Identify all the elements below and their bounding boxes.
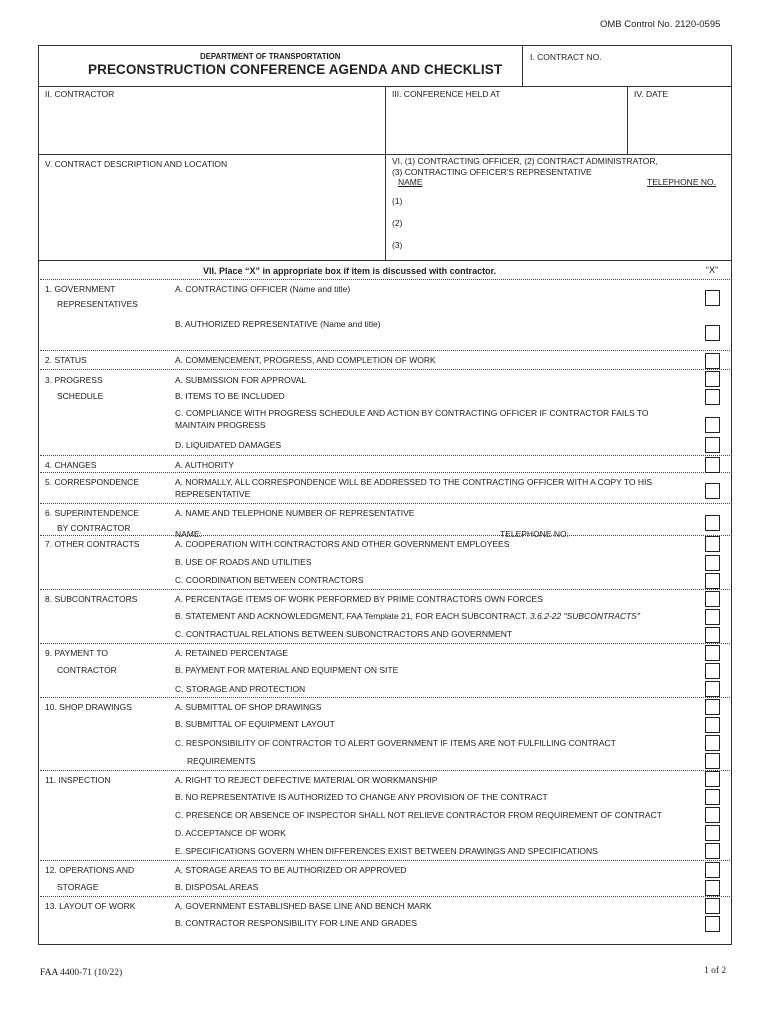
checklist-instruction: VII. Place “X” in appropriate box if item is discussed with contractor. [203, 266, 497, 276]
checkbox[interactable] [705, 515, 720, 531]
section-separator [40, 643, 730, 644]
checkbox[interactable] [705, 699, 720, 715]
checkbox[interactable] [705, 916, 720, 932]
item-text: B. NO REPRESENTATIVE IS AUTHORIZED TO CHANGE ANY PROVISION OF THE CONTRACT [175, 792, 548, 802]
category-other-contracts: 7. OTHER CONTRACTS [45, 539, 140, 549]
category-operations: 12. OPERATIONS AND [45, 865, 135, 875]
item-text: A. COMMENCEMENT, PROGRESS, AND COMPLETION OF WORK [175, 355, 436, 365]
section-separator [40, 455, 730, 456]
section-separator [40, 503, 730, 504]
item-text: C. STORAGE AND PROTECTION [175, 684, 306, 694]
checkbox[interactable] [705, 681, 720, 697]
contract-description-field[interactable]: V. CONTRACT DESCRIPTION AND LOCATION [45, 159, 228, 169]
section-separator [40, 369, 730, 370]
item-text: A. CONTRACTING OFFICER (Name and title) [175, 284, 351, 294]
checkbox[interactable] [705, 645, 720, 661]
superintendent-name-field[interactable]: NAME: [175, 529, 202, 539]
officer-slot-3[interactable]: (3) [392, 240, 403, 250]
item-text: A. RETAINED PERCENTAGE [175, 648, 289, 658]
divider [38, 154, 732, 155]
item-text [175, 611, 640, 623]
item-text: D. ACCEPTANCE OF WORK [175, 828, 286, 838]
conference-held-at-field[interactable]: III. CONFERENCE HELD AT [392, 89, 501, 99]
category-government-cont: REPRESENTATIVES [57, 299, 138, 309]
checkbox[interactable] [705, 457, 720, 473]
category-correspondence: 5. CORRESPONDENCE [45, 477, 139, 487]
category-payment: 9. PAYMENT TO [45, 648, 108, 658]
checkbox[interactable] [705, 371, 720, 387]
category-government: 1. GOVERNMENT [45, 284, 116, 294]
item-text: D. LIQUIDATED DAMAGES [175, 440, 282, 450]
section-separator [40, 860, 730, 861]
item-text: A. COOPERATION WITH CONTRACTORS AND OTHER GOVERNMENT EMPLOYEES [175, 539, 510, 549]
date-field[interactable]: IV. DATE [634, 89, 669, 99]
checkbox[interactable] [705, 573, 720, 589]
item-text: B. ITEMS TO BE INCLUDED [175, 391, 285, 401]
checkbox[interactable] [705, 437, 720, 453]
superintendent-telephone-field[interactable]: TELEPHONE NO: [500, 529, 569, 539]
item-text-cont: REQUIREMENTS [187, 756, 256, 766]
officer-slot-2[interactable]: (2) [392, 218, 403, 228]
section-separator [40, 472, 730, 473]
page-number: 1 of 2 [704, 966, 727, 976]
category-changes: 4. CHANGES [45, 460, 97, 470]
item-text: A. RIGHT TO REJECT DEFECTIVE MATERIAL OR WORKMANSHIP [175, 775, 438, 785]
category-status: 2. STATUS [45, 355, 87, 365]
item-text: E. SPECIFICATIONS GOVERN WHEN DIFFERENCES EXIST BETWEEN DRAWINGS AND SPECIFICATIONS [175, 846, 598, 856]
checkbox[interactable] [705, 789, 720, 805]
checkbox[interactable] [705, 555, 720, 571]
category-layout: 13. LAYOUT OF WORK [45, 901, 136, 911]
category-operations-cont: STORAGE [57, 882, 99, 892]
section-separator [40, 535, 730, 536]
form-title: PRECONSTRUCTION CONFERENCE AGENDA AND CHECKLIST [88, 62, 503, 77]
checkbox[interactable] [705, 898, 720, 914]
contract-no-field[interactable]: I. CONTRACT NO. [530, 52, 602, 62]
checkbox[interactable] [705, 536, 720, 552]
checkbox[interactable] [705, 753, 720, 769]
category-shop-drawings: 10. SHOP DRAWINGS [45, 702, 132, 712]
section-separator [40, 279, 730, 280]
category-progress-cont: SCHEDULE [57, 391, 104, 401]
telephone-column-label: TELEPHONE NO. [647, 177, 716, 187]
item-text: A. PERCENTAGE ITEMS OF WORK PERFORMED BY PRIME CONTRACTORS OWN FORCES [175, 594, 543, 604]
section-separator [40, 589, 730, 590]
checkbox[interactable] [705, 825, 720, 841]
checkbox[interactable] [705, 417, 720, 433]
item-text: C. RESPONSIBILITY OF CONTRACTOR TO ALERT GOVERNMENT IF ITEMS ARE NOT FULFILLING CONTRACT [175, 738, 616, 748]
department-label: DEPARTMENT OF TRANSPORTATION [200, 52, 341, 61]
item-text-main: B. STATEMENT AND ACKNOWLEDGMENT, FAA Template 21, FOR EACH SUBCONTRACT. [175, 611, 528, 621]
x-column-label: “X” [706, 265, 718, 275]
category-subcontractors: 8. SUBCONTRACTORS [45, 594, 138, 604]
divider [627, 86, 628, 154]
category-superintendence-cont: BY CONTRACTOR [57, 523, 131, 533]
name-column-label: NAME [398, 177, 423, 187]
section-separator [40, 896, 730, 897]
item-text: B. CONTRACTOR RESPONSIBILITY FOR LINE AND GRADES [175, 918, 417, 928]
checkbox[interactable] [705, 389, 720, 405]
divider [522, 45, 523, 86]
checkbox[interactable] [705, 609, 720, 625]
checkbox[interactable] [705, 663, 720, 679]
category-payment-cont: CONTRACTOR [57, 665, 117, 675]
officer-slot-1[interactable]: (1) [392, 196, 403, 206]
item-text: B. PAYMENT FOR MATERIAL AND EQUIPMENT ON SITE [175, 665, 399, 675]
checkbox[interactable] [705, 880, 720, 896]
divider [385, 86, 386, 260]
category-superintendence: 6. SUPERINTENDENCE [45, 508, 139, 518]
divider [38, 260, 732, 261]
checkbox[interactable] [705, 627, 720, 643]
section-separator [40, 350, 730, 351]
item-text: A. SUBMITTAL OF SHOP DRAWINGS [175, 702, 322, 712]
officers-label-line2: (3) CONTRACTING OFFICER'S REPRESENTATIVE [392, 167, 592, 177]
subcontract-reference: 3.6.2-22 "SUBCONTRACTS" [530, 611, 640, 621]
item-text: B. DISPOSAL AREAS [175, 882, 259, 892]
item-text: C. COMPLIANCE WITH PROGRESS SCHEDULE AND ACTION BY CONTRACTING OFFICER IF CONTRACTOR FAILS TO MAINTAIN PROGRESS [175, 408, 649, 430]
item-text: A. STORAGE AREAS TO BE AUTHORIZED OR APPROVED [175, 865, 407, 875]
category-progress: 3. PROGRESS [45, 375, 103, 385]
item-text: B. AUTHORIZED REPRESENTATIVE (Name and title) [175, 319, 381, 329]
item-text: A. NORMALLY, ALL CORRESPONDENCE WILL BE ADDRESSED TO THE CONTRACTING OFFICER WITH A COPY TO HIS REPRESENTATIVE [175, 477, 653, 499]
item-text: A. GOVERNMENT ESTABLISHED BASE LINE AND BENCH MARK [175, 901, 432, 911]
checkbox[interactable] [705, 325, 720, 341]
checkbox[interactable] [705, 735, 720, 751]
item-text: C. CONTRACTUAL RELATIONS BETWEEN SUBONCTRACTORS AND GOVERNMENT [175, 629, 513, 639]
checkbox[interactable] [705, 353, 720, 369]
checkbox[interactable] [705, 591, 720, 607]
item-text: A. AUTHORITY [175, 460, 235, 470]
item-text: B. USE OF ROADS AND UTILITIES [175, 557, 312, 567]
checkbox[interactable] [705, 862, 720, 878]
item-text: A. NAME AND TELEPHONE NUMBER OF REPRESENTATIVE [175, 508, 415, 518]
checkbox[interactable] [705, 717, 720, 733]
checkbox[interactable] [705, 807, 720, 823]
checkbox[interactable] [705, 843, 720, 859]
item-text: A. SUBMISSION FOR APPROVAL [175, 375, 307, 385]
checkbox[interactable] [705, 771, 720, 787]
section-separator [40, 770, 730, 771]
form-number: FAA 4400-71 (10/22) [40, 968, 123, 978]
item-text: C. COORDINATION BETWEEN CONTRACTORS [175, 575, 364, 585]
officers-label-line1: VI. (1) CONTRACTING OFFICER, (2) CONTRACT ADMINISTRATOR, [392, 156, 658, 166]
item-text: C. PRESENCE OR ABSENCE OF INSPECTOR SHALL NOT RELIEVE CONTRACTOR FROM REQUIREMENT OF CONTRACT [175, 810, 662, 820]
contractor-field[interactable]: II. CONTRACTOR [45, 89, 115, 99]
checkbox[interactable] [705, 483, 720, 499]
section-separator [40, 697, 730, 698]
item-text: B. SUBMITTAL OF EQUIPMENT LAYOUT [175, 719, 335, 729]
omb-control-number: OMB Control No. 2120-0595 [600, 19, 721, 30]
checkbox[interactable] [705, 290, 720, 306]
category-inspection: 11. INSPECTION [45, 775, 111, 785]
